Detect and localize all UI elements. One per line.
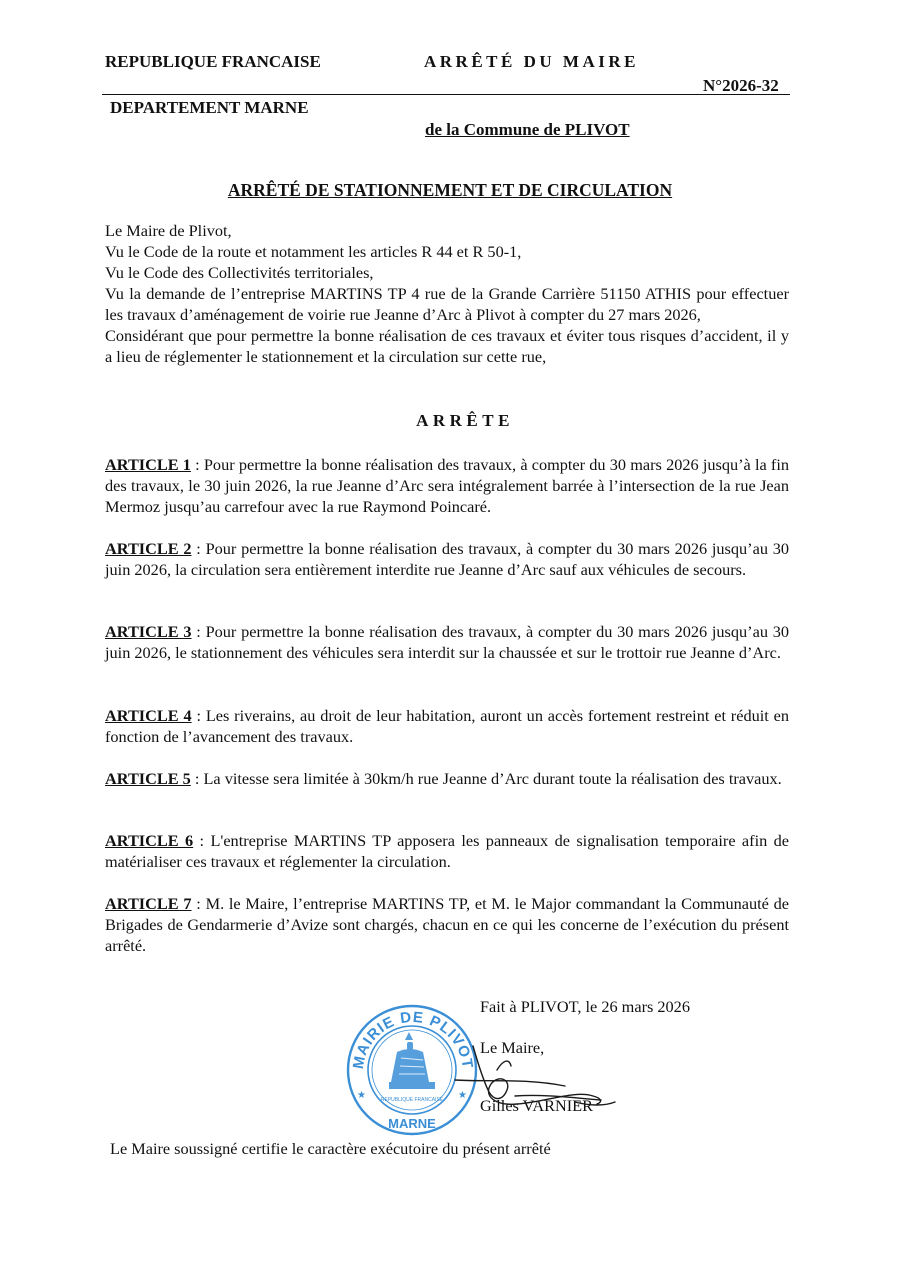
article-text: : M. le Maire, l’entreprise MARTINS TP, et M. le Major commandant la Communauté de Brigades de Gendarmerie d’Avize sont chargés, chacun en ce qui les concerne de l’exécution du présent arrêté. <box>105 894 789 955</box>
article-text: : La vitesse sera limitée à 30km/h rue Jeanne d’Arc durant toute la réalisation des travaux. <box>190 769 782 788</box>
article-1 <box>105 454 789 517</box>
article-7 <box>105 893 789 956</box>
commune-label: de la Commune de PLIVOT <box>425 120 630 139</box>
preamble <box>105 220 789 367</box>
stamp-top-text: MAIRIE DE PLIVOT <box>349 1008 477 1071</box>
article-label: ARTICLE 1 <box>105 455 191 474</box>
signatory-role: Le Maire, <box>480 1038 545 1057</box>
article-label: ARTICLE 3 <box>105 622 192 641</box>
republique-label: REPUBLIQUE FRANCAISE <box>105 52 321 71</box>
place-date: Fait à PLIVOT, le 26 mars 2026 <box>480 997 690 1016</box>
article-2 <box>105 538 789 580</box>
svg-text:★: ★ <box>458 1090 467 1101</box>
signatory-name: Gilles VARNIER <box>480 1096 593 1115</box>
stamp-middle-text: REPUBLIQUE FRANCAISE <box>380 1097 444 1103</box>
article-text: : Les riverains, au droit de leur habitation, auront un accès fortement restreint et réduit en fonction de l’avancement des travaux. <box>105 706 789 746</box>
stamp-bottom-text: MARNE <box>388 1116 436 1131</box>
svg-text:★: ★ <box>357 1090 366 1101</box>
mayor-signature-icon <box>425 1040 625 1120</box>
preamble-line: Le Maire de Plivot, <box>105 221 232 240</box>
article-3 <box>105 621 789 663</box>
preamble-line: Vu la demande de l’entreprise MARTINS TP 4 rue de la Grande Carrière 51150 ATHIS pour effectuer les travaux d’aménagement de voirie rue Jeanne d’Arc à Plivot à compter du 27 mars 2026, <box>105 284 789 324</box>
article-text: : Pour permettre la bonne réalisation des travaux, à compter du 30 mars 2026 jusqu’à la fin des travaux, le 30 juin 2026, la rue Jeanne d’Arc sera intégralement barrée à l’intersection de la rue Jean Mermoz jusqu’au carrefour avec la rue Raymond Poincaré. <box>105 455 789 516</box>
article-text: : Pour permettre la bonne réalisation des travaux, à compter du 30 mars 2026 jusqu’au 30 juin 2026, le stationnement des véhicules sera interdit sur la chaussée et sur le trottoir rue Jeanne d’Arc. <box>105 622 790 662</box>
article-text: : Pour permettre la bonne réalisation des travaux, à compter du 30 mars 2026 jusqu’au 30 juin 2026, la circulation sera entièrement interdite rue Jeanne d’Arc sauf aux véhicules de secours. <box>105 539 790 579</box>
document-title: ARRÊTÉ DE STATIONNEMENT ET DE CIRCULATION <box>227 180 673 200</box>
article-label: ARTICLE 6 <box>105 831 194 850</box>
arrete-du-maire-label: ARRÊTÉ DU MAIRE <box>424 52 639 71</box>
certification-footer: Le Maire soussigné certifie le caractère exécutoire du présent arrêté <box>110 1139 551 1158</box>
article-5 <box>105 768 789 789</box>
article-text: : L'entreprise MARTINS TP apposera les panneaux de signalisation temporaire afin de matérialiser ces travaux et réglementer la circulation. <box>105 831 790 871</box>
article-4 <box>105 705 789 747</box>
arrete-number: N°2026-32 <box>703 76 779 95</box>
header-rule <box>102 94 790 95</box>
article-label: ARTICLE 2 <box>105 539 192 558</box>
preamble-line: Considérant que pour permettre la bonne réalisation de ces travaux et éviter tous risques d’accident, il y a lieu de réglementer le stationnement et la circulation sur cette rue, <box>105 326 789 366</box>
article-label: ARTICLE 4 <box>105 706 192 725</box>
departement-label: DEPARTEMENT MARNE <box>110 98 309 117</box>
preamble-line: Vu le Code de la route et notamment les articles R 44 et R 50-1, <box>105 242 522 261</box>
article-6 <box>105 830 789 872</box>
article-label: ARTICLE 5 <box>105 769 191 788</box>
article-label: ARTICLE 7 <box>105 894 192 913</box>
preamble-line: Vu le Code des Collectivités territoriales, <box>105 263 374 282</box>
arrete-heading: ARRÊTE <box>416 411 514 430</box>
